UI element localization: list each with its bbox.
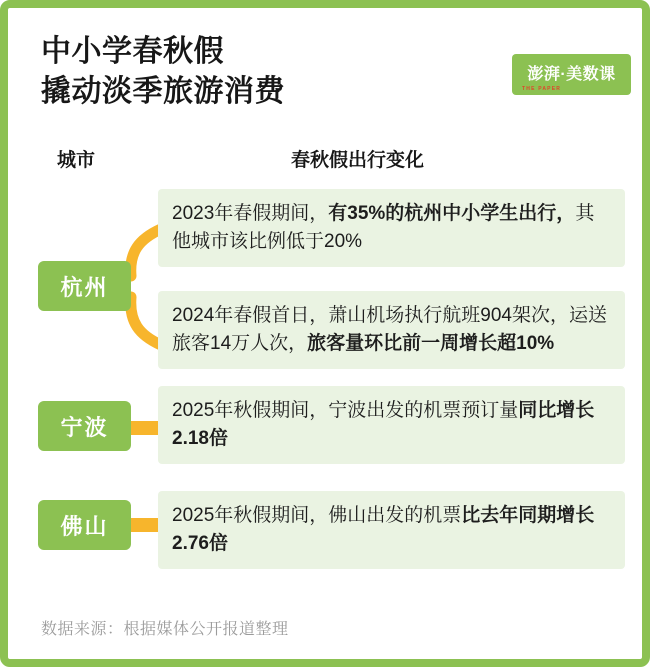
ningbo-connector-bar — [129, 421, 160, 435]
column-header-change: 春秋假出行变化 — [291, 150, 425, 171]
city-badge-ningbo: 宁波 — [38, 401, 131, 451]
column-header-city: 城市 — [57, 150, 96, 171]
note-text-bold: 旅客量环比前一周增长超10% — [307, 333, 555, 354]
thepaper-logo — [512, 54, 631, 95]
note-text — [172, 397, 613, 453]
note-text-bold: 同比增长2.18倍 — [172, 400, 595, 449]
note-text — [172, 200, 613, 256]
note-text-pre: 2025年秋假期间，佛山出发的机票 — [172, 505, 462, 526]
note-hangzhou-2023 — [158, 189, 625, 267]
page-title-line1: 中小学春秋假 — [41, 35, 224, 68]
note-text — [172, 502, 613, 558]
note-text-pre: 2025年秋假期间，宁波出发的机票预订量 — [172, 400, 519, 421]
note-foshan-2025 — [158, 491, 625, 569]
note-hangzhou-2024 — [158, 291, 625, 369]
note-text-pre: 2023年春假期间， — [172, 203, 329, 224]
page-title-line2: 撬动淡季旅游消费 — [41, 75, 285, 108]
hangzhou-connector-top-arm — [131, 229, 161, 276]
note-text-pre: 2024年春假首日，萧山机场执行航班904架次，运送旅客14万人次， — [172, 305, 607, 354]
foshan-connector-bar — [129, 518, 160, 532]
page-title — [41, 32, 285, 112]
thepaper-logo-subtext: THE PAPER — [522, 86, 562, 92]
data-source-note: 数据来源：根据媒体公开报道整理 — [41, 621, 289, 638]
note-text-post: 其他城市该比例低于20% — [172, 203, 595, 252]
note-text — [172, 302, 613, 358]
note-text-bold: 比去年同期增长2.76倍 — [172, 505, 595, 554]
city-badge-hangzhou: 杭州 — [38, 261, 131, 311]
thepaper-logo-text: 澎湃·美数课 — [527, 66, 616, 83]
note-text-bold: 有35%的杭州中小学生出行， — [328, 203, 576, 224]
note-ningbo-2025 — [158, 386, 625, 464]
hangzhou-connector-bottom-arm — [131, 297, 161, 345]
city-badge-foshan: 佛山 — [38, 500, 131, 550]
